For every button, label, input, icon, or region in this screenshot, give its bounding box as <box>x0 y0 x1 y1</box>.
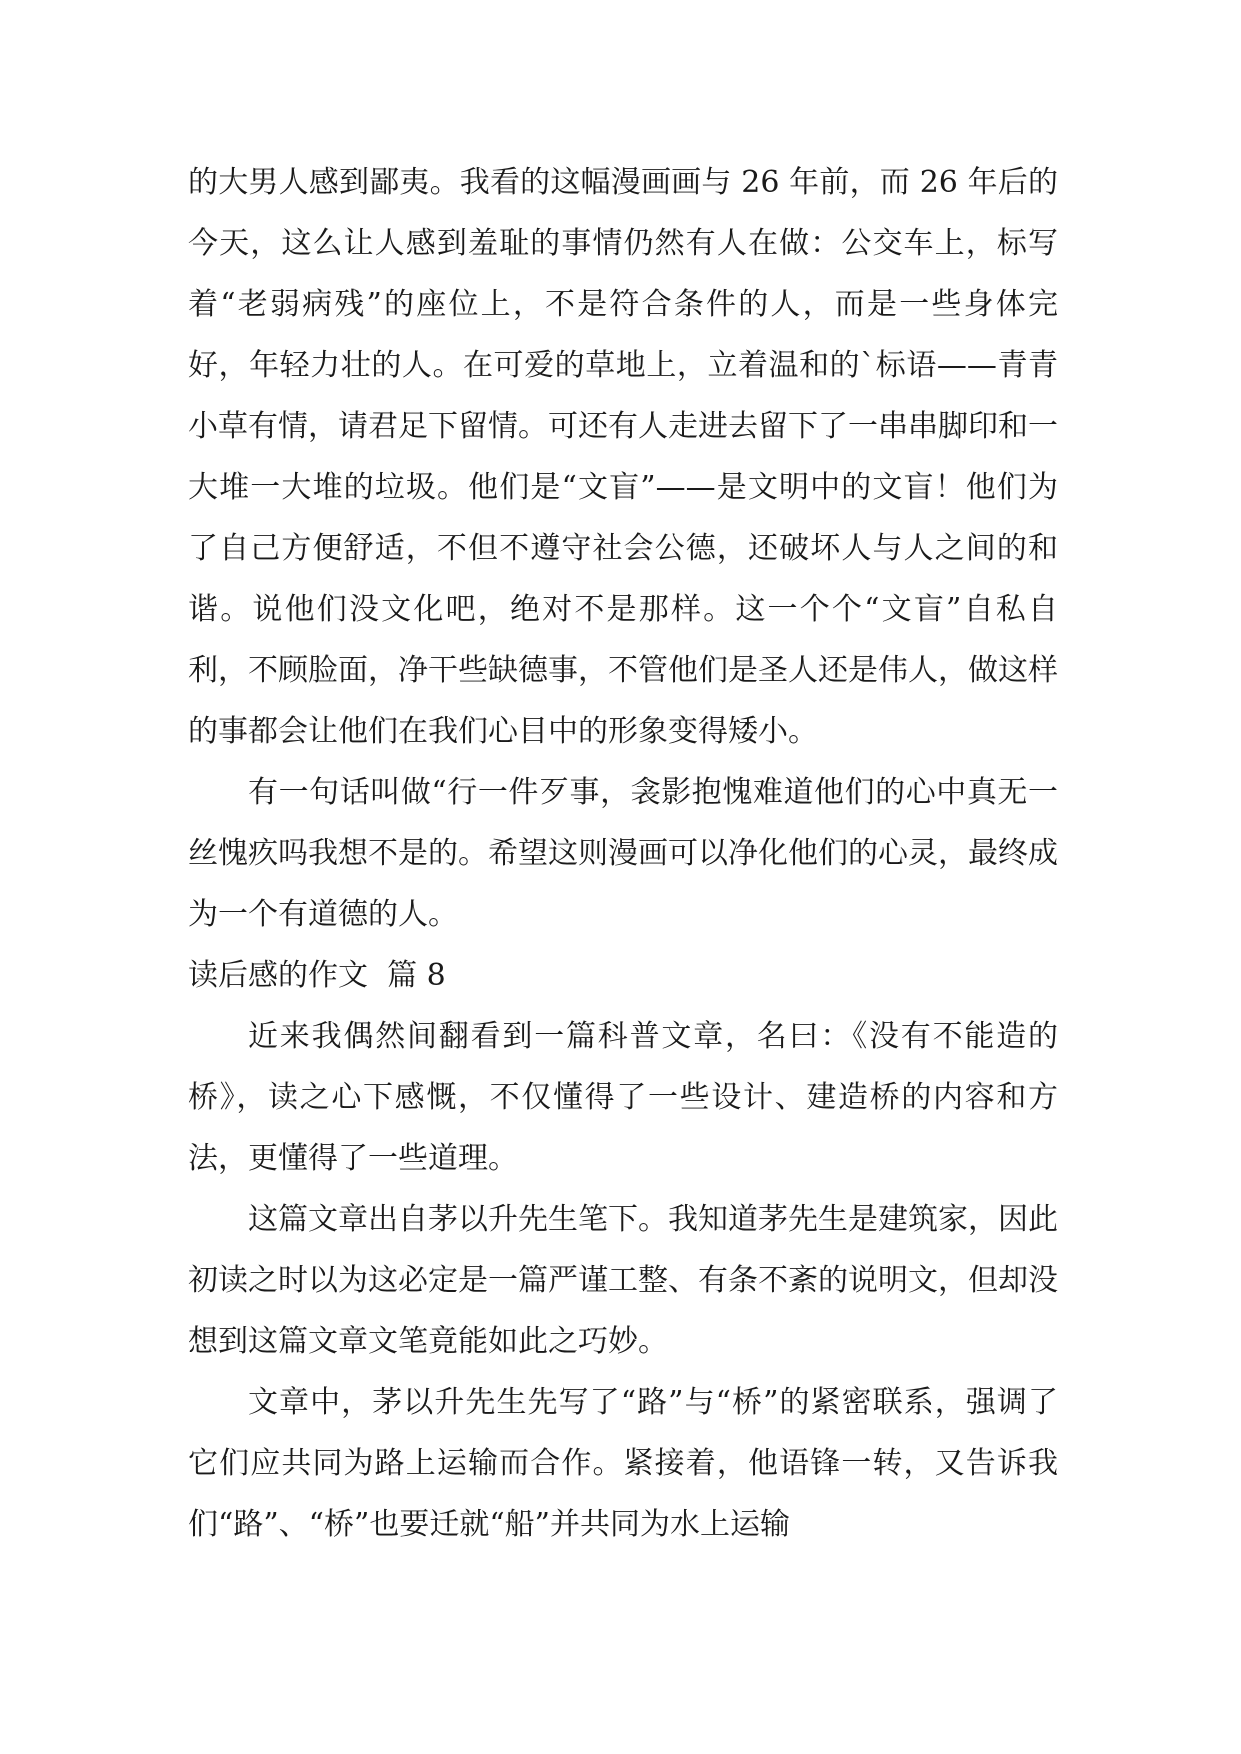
paragraph: 近来我偶然间翻看到一篇科普文章，名曰：《没有不能造的桥》，读之心下感慨，不仅懂得了一些设计、建造桥的内容和方法，更懂得了一些道理。 <box>188 1019 1058 1176</box>
paragraph: 有一句话叫做“行一件歹事，衾影抱愧难道他们的心中真无一丝愧疚吗我想不是的。希望这则漫画可以净化他们的心灵，最终成为一个有道德的人。 <box>188 775 1058 932</box>
section-heading: 读后感的作文 篇 8 <box>188 958 446 993</box>
paragraph-continued: 的大男人感到鄙夷。我看的这幅漫画画与 26 年前，而 26 年后的今天，这么让人感到羞耻的事情仍然有人在做：公交车上，标写着“老弱病残”的座位上，不是符合条件的人，而是一些身体完好，年轻力壮的人。在可爱的草地上，立着温和的`标语——青青小草有情，请君足下留情。可还有人走进去留下了一串串脚印和一大堆一大堆的垃圾。他们是“文盲”——是文明中的文盲！他们为了自己方便舒适，不但不遵守社会公德，还破坏人与人之间的和谐。说他们没文化吧，绝对不是那样。这一个个“文盲”自私自利，不顾脸面，净干些缺德事，不管他们是圣人还是伟人，做这样的事都会让他们在我们心目中的形象变得矮小。 <box>188 165 1058 749</box>
paragraph: 文章中，茅以升先生先写了“路”与“桥”的紧密联系，强调了它们应共同为路上运输而合作。紧接着，他语锋一转，又告诉我们“路”、“桥”也要迁就“船”并共同为水上运输 <box>188 1385 1058 1542</box>
document-page <box>188 152 1058 1555</box>
paragraph: 这篇文章出自茅以升先生笔下。我知道茅先生是建筑家，因此初读之时以为这必定是一篇严谨工整、有条不紊的说明文，但却没想到这篇文章文笔竟能如此之巧妙。 <box>188 1202 1058 1359</box>
